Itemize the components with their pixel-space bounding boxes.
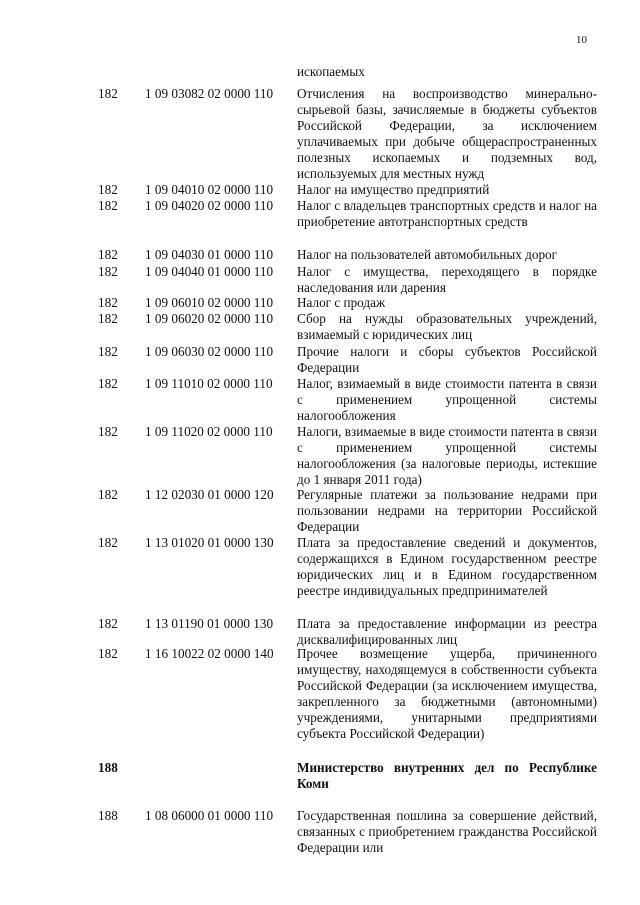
budget-code: 1 08 06000 01 0000 110 [145, 808, 274, 823]
revenue-description: Налоги, взимаемые в виде стоимости патента в связи с применением упрощенной системы налогообложения (за налоговые периоды, истекшие до 1 января 2011 года) [297, 424, 597, 487]
revenue-description: Налог с имущества, переходящего в порядке наследования или дарения [297, 264, 597, 295]
revenue-description: Прочее возмещение ущерба, причиненного имуществу, находящемуся в собственности субъекта Российской Федерации (за исключением имущества, закрепленного за бюджетными (автономными) учреждениями, унитарными предприятиями субъекта Российской Федерации) [297, 646, 597, 741]
continuation-text: ископаемых [297, 64, 365, 79]
admin-code: 182 [98, 344, 118, 359]
budget-code: 1 13 01190 01 0000 130 [145, 616, 274, 631]
revenue-description: Сбор на нужды образовательных учреждений, взимаемый с юридических лиц [297, 311, 597, 342]
budget-code: 1 09 11020 02 0000 110 [145, 424, 273, 439]
budget-code: 1 09 11010 02 0000 110 [145, 376, 273, 391]
admin-code: 182 [98, 182, 118, 197]
admin-code: 182 [98, 424, 118, 439]
admin-code: 182 [98, 198, 118, 213]
revenue-description: Отчисления на воспроизводство минерально-сырьевой базы, зачисляемые в бюджеты субъектов Российской Федерации, за исключением уплачиваемых при добыче общераспространенных полезных ископаемых и подземных вод, используемых для местных нужд [297, 86, 597, 181]
admin-code: 182 [98, 264, 118, 279]
revenue-description: Плата за предоставление информации из реестра дисквалифицированных лиц [297, 616, 597, 647]
budget-code: 1 09 04010 02 0000 110 [145, 182, 274, 197]
revenue-description: Прочие налоги и сборы субъектов Российской Федерации [297, 344, 597, 375]
budget-code: 1 13 01020 01 0000 130 [145, 535, 274, 550]
revenue-description: Налог на пользователей автомобильных дорог [297, 247, 558, 262]
budget-code: 1 09 04040 01 0000 110 [145, 264, 274, 279]
revenue-description: Государственная пошлина за совершение действий, связанных с приобретением гражданства Российской Федерации или [297, 808, 597, 855]
revenue-description: Налог, взимаемый в виде стоимости патента в связи с применением упрощенной системы налогообложения [297, 376, 597, 423]
budget-code: 1 09 06030 02 0000 110 [145, 344, 274, 359]
admin-code: 182 [98, 646, 118, 661]
budget-code: 1 09 06020 02 0000 110 [145, 311, 274, 326]
revenue-description: Налог на имущество предприятий [297, 182, 490, 197]
budget-code: 1 09 04030 01 0000 110 [145, 247, 274, 262]
admin-code: 182 [98, 376, 118, 391]
revenue-description: Налог с владельцев транспортных средств и налог на приобретение автотранспортных средств [297, 198, 597, 229]
budget-code: 1 09 06010 02 0000 110 [145, 295, 274, 310]
revenue-description: Налог с продаж [297, 295, 386, 310]
admin-code: 182 [98, 295, 118, 310]
ministry-admin-code: 188 [98, 760, 118, 775]
budget-code: 1 09 04020 02 0000 110 [145, 198, 274, 213]
budget-code: 1 12 02030 01 0000 120 [145, 487, 274, 502]
admin-code: 182 [98, 487, 118, 502]
admin-code: 182 [98, 311, 118, 326]
page-number: 10 [576, 34, 587, 46]
budget-code: 1 09 03082 02 0000 110 [145, 86, 274, 101]
ministry-title: Министерство внутренних дел по Республике Коми [297, 760, 597, 791]
admin-code: 188 [98, 808, 118, 823]
admin-code: 182 [98, 247, 118, 262]
admin-code: 182 [98, 86, 118, 101]
admin-code: 182 [98, 616, 118, 631]
revenue-description: Регулярные платежи за пользование недрами при пользовании недрами на территории Российской Федерации [297, 487, 597, 534]
revenue-description: Плата за предоставление сведений и документов, содержащихся в Едином государственном реестре юридических лиц и в Едином государственном реестре индивидуальных предпринимателей [297, 535, 597, 598]
budget-code: 1 16 10022 02 0000 140 [145, 646, 274, 661]
admin-code: 182 [98, 535, 118, 550]
